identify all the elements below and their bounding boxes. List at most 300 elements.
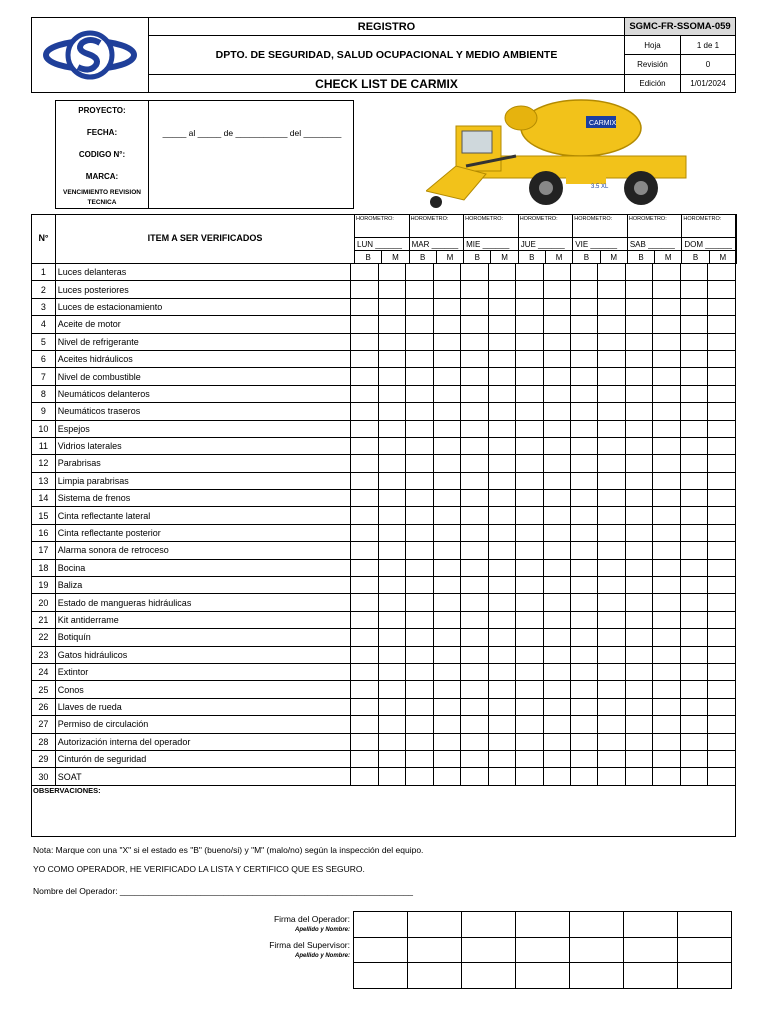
check-cell-m[interactable] [708, 646, 736, 663]
check-cell-m[interactable] [433, 490, 460, 507]
check-cell-m[interactable] [598, 507, 625, 524]
check-cell-b[interactable] [516, 507, 543, 524]
check-cell-b[interactable] [680, 455, 707, 472]
check-cell-m[interactable] [433, 733, 460, 750]
check-cell-m[interactable] [653, 490, 680, 507]
check-cell-m[interactable] [598, 298, 625, 315]
check-cell-b[interactable] [571, 681, 598, 698]
check-cell-b[interactable] [406, 663, 433, 680]
check-cell-m[interactable] [708, 750, 736, 767]
check-cell-b[interactable] [461, 524, 488, 541]
check-cell-m[interactable] [543, 611, 570, 628]
check-cell-m[interactable] [378, 333, 405, 350]
check-cell-b[interactable] [461, 490, 488, 507]
check-cell-b[interactable] [516, 455, 543, 472]
check-cell-m[interactable] [488, 455, 515, 472]
check-cell-m[interactable] [708, 559, 736, 576]
check-cell-b[interactable] [406, 264, 433, 281]
check-cell-b[interactable] [680, 490, 707, 507]
check-cell-b[interactable] [351, 629, 378, 646]
check-cell-m[interactable] [708, 350, 736, 367]
check-cell-m[interactable] [653, 611, 680, 628]
signature-cell[interactable] [678, 912, 732, 938]
check-cell-b[interactable] [625, 350, 652, 367]
check-cell-b[interactable] [680, 577, 707, 594]
check-cell-b[interactable] [625, 594, 652, 611]
check-cell-b[interactable] [351, 472, 378, 489]
check-cell-b[interactable] [351, 350, 378, 367]
check-cell-m[interactable] [598, 577, 625, 594]
check-cell-m[interactable] [433, 716, 460, 733]
check-cell-m[interactable] [378, 716, 405, 733]
check-cell-b[interactable] [461, 350, 488, 367]
fecha-field[interactable]: _____ al _____ de ___________ del ________ [162, 128, 342, 138]
check-cell-b[interactable] [516, 472, 543, 489]
signature-cell[interactable] [570, 937, 624, 963]
check-cell-b[interactable] [680, 316, 707, 333]
check-cell-b[interactable] [625, 316, 652, 333]
check-cell-b[interactable] [351, 298, 378, 315]
check-cell-m[interactable] [598, 646, 625, 663]
check-cell-m[interactable] [653, 646, 680, 663]
check-cell-m[interactable] [708, 298, 736, 315]
check-cell-m[interactable] [708, 733, 736, 750]
check-cell-m[interactable] [653, 629, 680, 646]
check-cell-b[interactable] [571, 455, 598, 472]
check-cell-m[interactable] [488, 437, 515, 454]
check-cell-b[interactable] [680, 385, 707, 402]
check-cell-m[interactable] [433, 420, 460, 437]
check-cell-b[interactable] [351, 333, 378, 350]
check-cell-m[interactable] [708, 507, 736, 524]
check-cell-b[interactable] [571, 490, 598, 507]
check-cell-m[interactable] [598, 542, 625, 559]
check-cell-m[interactable] [543, 507, 570, 524]
check-cell-m[interactable] [378, 472, 405, 489]
signature-cell[interactable] [678, 963, 732, 989]
check-cell-b[interactable] [406, 646, 433, 663]
check-cell-m[interactable] [598, 681, 625, 698]
check-cell-b[interactable] [625, 490, 652, 507]
check-cell-m[interactable] [378, 524, 405, 541]
check-cell-m[interactable] [543, 750, 570, 767]
check-cell-b[interactable] [406, 420, 433, 437]
check-cell-m[interactable] [433, 403, 460, 420]
check-cell-b[interactable] [680, 437, 707, 454]
check-cell-m[interactable] [653, 559, 680, 576]
check-cell-m[interactable] [378, 698, 405, 715]
check-cell-b[interactable] [571, 385, 598, 402]
check-cell-b[interactable] [406, 368, 433, 385]
check-cell-m[interactable] [433, 350, 460, 367]
check-cell-b[interactable] [351, 368, 378, 385]
check-cell-m[interactable] [543, 594, 570, 611]
check-cell-m[interactable] [433, 750, 460, 767]
check-cell-b[interactable] [351, 490, 378, 507]
signature-cell[interactable] [624, 937, 678, 963]
check-cell-b[interactable] [625, 750, 652, 767]
check-cell-b[interactable] [571, 698, 598, 715]
check-cell-b[interactable] [680, 768, 707, 785]
check-cell-b[interactable] [406, 490, 433, 507]
check-cell-b[interactable] [516, 698, 543, 715]
check-cell-m[interactable] [433, 559, 460, 576]
check-cell-b[interactable] [680, 281, 707, 298]
check-cell-m[interactable] [598, 437, 625, 454]
check-cell-b[interactable] [461, 403, 488, 420]
check-cell-m[interactable] [598, 716, 625, 733]
check-cell-m[interactable] [708, 681, 736, 698]
check-cell-b[interactable] [680, 264, 707, 281]
check-cell-m[interactable] [488, 350, 515, 367]
check-cell-m[interactable] [433, 507, 460, 524]
check-cell-m[interactable] [653, 350, 680, 367]
check-cell-b[interactable] [406, 594, 433, 611]
check-cell-b[interactable] [461, 333, 488, 350]
check-cell-m[interactable] [653, 716, 680, 733]
check-cell-b[interactable] [351, 524, 378, 541]
check-cell-m[interactable] [378, 594, 405, 611]
check-cell-m[interactable] [598, 264, 625, 281]
check-cell-b[interactable] [516, 768, 543, 785]
check-cell-b[interactable] [571, 629, 598, 646]
check-cell-b[interactable] [351, 663, 378, 680]
check-cell-m[interactable] [598, 663, 625, 680]
check-cell-b[interactable] [516, 611, 543, 628]
check-cell-m[interactable] [488, 594, 515, 611]
check-cell-b[interactable] [351, 316, 378, 333]
check-cell-m[interactable] [543, 490, 570, 507]
check-cell-b[interactable] [461, 281, 488, 298]
check-cell-m[interactable] [433, 455, 460, 472]
check-cell-b[interactable] [571, 403, 598, 420]
check-cell-m[interactable] [433, 698, 460, 715]
check-cell-b[interactable] [571, 264, 598, 281]
check-cell-b[interactable] [516, 594, 543, 611]
check-cell-b[interactable] [461, 264, 488, 281]
check-cell-b[interactable] [680, 663, 707, 680]
check-cell-b[interactable] [516, 716, 543, 733]
check-cell-b[interactable] [461, 316, 488, 333]
check-cell-b[interactable] [625, 264, 652, 281]
check-cell-b[interactable] [516, 368, 543, 385]
check-cell-m[interactable] [708, 437, 736, 454]
check-cell-m[interactable] [488, 559, 515, 576]
check-cell-b[interactable] [461, 577, 488, 594]
check-cell-b[interactable] [625, 542, 652, 559]
check-cell-m[interactable] [488, 333, 515, 350]
check-cell-m[interactable] [598, 350, 625, 367]
check-cell-m[interactable] [653, 698, 680, 715]
check-cell-b[interactable] [351, 455, 378, 472]
check-cell-b[interactable] [625, 472, 652, 489]
check-cell-m[interactable] [708, 281, 736, 298]
check-cell-b[interactable] [406, 472, 433, 489]
check-cell-b[interactable] [625, 455, 652, 472]
signature-cell[interactable] [516, 937, 570, 963]
check-cell-b[interactable] [516, 750, 543, 767]
check-cell-b[interactable] [516, 577, 543, 594]
check-cell-m[interactable] [543, 420, 570, 437]
check-cell-b[interactable] [406, 298, 433, 315]
check-cell-m[interactable] [598, 733, 625, 750]
check-cell-m[interactable] [433, 594, 460, 611]
nombre-operador-field[interactable]: Nombre del Operador: ______________________________________________________________ [33, 886, 414, 896]
check-cell-m[interactable] [653, 768, 680, 785]
check-cell-b[interactable] [351, 403, 378, 420]
check-cell-b[interactable] [680, 698, 707, 715]
check-cell-m[interactable] [433, 472, 460, 489]
check-cell-m[interactable] [378, 629, 405, 646]
check-cell-m[interactable] [653, 333, 680, 350]
check-cell-b[interactable] [680, 646, 707, 663]
check-cell-b[interactable] [571, 420, 598, 437]
check-cell-m[interactable] [543, 629, 570, 646]
check-cell-m[interactable] [708, 368, 736, 385]
check-cell-b[interactable] [571, 663, 598, 680]
check-cell-b[interactable] [406, 437, 433, 454]
check-cell-b[interactable] [516, 316, 543, 333]
check-cell-m[interactable] [488, 507, 515, 524]
check-cell-m[interactable] [653, 663, 680, 680]
check-cell-m[interactable] [488, 298, 515, 315]
signature-cell[interactable] [354, 912, 408, 938]
check-cell-m[interactable] [708, 768, 736, 785]
check-cell-m[interactable] [653, 507, 680, 524]
check-cell-m[interactable] [543, 663, 570, 680]
check-cell-b[interactable] [351, 577, 378, 594]
check-cell-m[interactable] [653, 385, 680, 402]
check-cell-b[interactable] [461, 385, 488, 402]
check-cell-b[interactable] [516, 333, 543, 350]
check-cell-b[interactable] [625, 716, 652, 733]
check-cell-b[interactable] [461, 437, 488, 454]
check-cell-m[interactable] [653, 298, 680, 315]
check-cell-m[interactable] [488, 646, 515, 663]
check-cell-m[interactable] [488, 611, 515, 628]
check-cell-m[interactable] [708, 333, 736, 350]
check-cell-m[interactable] [488, 385, 515, 402]
check-cell-b[interactable] [680, 629, 707, 646]
check-cell-m[interactable] [433, 368, 460, 385]
check-cell-m[interactable] [543, 733, 570, 750]
check-cell-b[interactable] [461, 750, 488, 767]
check-cell-m[interactable] [488, 663, 515, 680]
check-cell-m[interactable] [598, 316, 625, 333]
check-cell-b[interactable] [680, 350, 707, 367]
check-cell-m[interactable] [378, 316, 405, 333]
check-cell-b[interactable] [406, 385, 433, 402]
check-cell-m[interactable] [598, 385, 625, 402]
check-cell-b[interactable] [351, 594, 378, 611]
check-cell-b[interactable] [351, 750, 378, 767]
check-cell-m[interactable] [598, 403, 625, 420]
check-cell-m[interactable] [598, 420, 625, 437]
check-cell-m[interactable] [598, 490, 625, 507]
check-cell-m[interactable] [653, 316, 680, 333]
check-cell-b[interactable] [406, 559, 433, 576]
check-cell-b[interactable] [461, 542, 488, 559]
check-cell-m[interactable] [543, 698, 570, 715]
check-cell-b[interactable] [406, 750, 433, 767]
check-cell-b[interactable] [625, 333, 652, 350]
check-cell-m[interactable] [488, 629, 515, 646]
check-cell-m[interactable] [598, 629, 625, 646]
check-cell-b[interactable] [625, 403, 652, 420]
check-cell-b[interactable] [406, 733, 433, 750]
check-cell-b[interactable] [461, 698, 488, 715]
check-cell-m[interactable] [488, 768, 515, 785]
check-cell-b[interactable] [680, 611, 707, 628]
signature-cell[interactable] [354, 937, 408, 963]
check-cell-b[interactable] [406, 403, 433, 420]
check-cell-b[interactable] [516, 629, 543, 646]
check-cell-m[interactable] [708, 490, 736, 507]
signature-cell[interactable] [462, 912, 516, 938]
check-cell-m[interactable] [488, 316, 515, 333]
signature-cell[interactable] [408, 912, 462, 938]
check-cell-m[interactable] [488, 368, 515, 385]
check-cell-m[interactable] [488, 264, 515, 281]
check-cell-m[interactable] [598, 750, 625, 767]
check-cell-b[interactable] [571, 316, 598, 333]
check-cell-m[interactable] [433, 316, 460, 333]
check-cell-m[interactable] [433, 524, 460, 541]
check-cell-b[interactable] [625, 559, 652, 576]
check-cell-b[interactable] [680, 524, 707, 541]
check-cell-m[interactable] [653, 455, 680, 472]
check-cell-m[interactable] [708, 316, 736, 333]
check-cell-b[interactable] [516, 542, 543, 559]
check-cell-m[interactable] [543, 298, 570, 315]
check-cell-m[interactable] [708, 542, 736, 559]
check-cell-m[interactable] [653, 281, 680, 298]
check-cell-b[interactable] [461, 559, 488, 576]
check-cell-m[interactable] [708, 577, 736, 594]
check-cell-m[interactable] [488, 472, 515, 489]
check-cell-b[interactable] [680, 472, 707, 489]
check-cell-m[interactable] [598, 559, 625, 576]
check-cell-m[interactable] [598, 524, 625, 541]
check-cell-b[interactable] [516, 264, 543, 281]
observaciones-box[interactable] [31, 785, 736, 837]
check-cell-b[interactable] [571, 524, 598, 541]
check-cell-m[interactable] [598, 611, 625, 628]
check-cell-m[interactable] [378, 542, 405, 559]
check-cell-m[interactable] [598, 472, 625, 489]
check-cell-b[interactable] [351, 507, 378, 524]
check-cell-b[interactable] [461, 420, 488, 437]
check-cell-b[interactable] [351, 611, 378, 628]
check-cell-m[interactable] [543, 559, 570, 576]
check-cell-m[interactable] [708, 611, 736, 628]
check-cell-m[interactable] [378, 507, 405, 524]
check-cell-m[interactable] [543, 716, 570, 733]
check-cell-b[interactable] [461, 611, 488, 628]
check-cell-b[interactable] [351, 420, 378, 437]
check-cell-b[interactable] [680, 420, 707, 437]
check-cell-b[interactable] [571, 472, 598, 489]
signature-cell[interactable] [570, 963, 624, 989]
check-cell-b[interactable] [571, 542, 598, 559]
check-cell-m[interactable] [653, 368, 680, 385]
check-cell-m[interactable] [543, 455, 570, 472]
check-cell-b[interactable] [461, 629, 488, 646]
check-cell-m[interactable] [543, 350, 570, 367]
check-cell-m[interactable] [433, 611, 460, 628]
check-cell-b[interactable] [571, 716, 598, 733]
check-cell-m[interactable] [708, 264, 736, 281]
check-cell-m[interactable] [653, 750, 680, 767]
check-cell-b[interactable] [516, 663, 543, 680]
check-cell-b[interactable] [571, 437, 598, 454]
check-cell-b[interactable] [516, 490, 543, 507]
check-cell-b[interactable] [461, 455, 488, 472]
check-cell-m[interactable] [433, 385, 460, 402]
check-cell-b[interactable] [571, 577, 598, 594]
check-cell-m[interactable] [543, 472, 570, 489]
check-cell-b[interactable] [625, 507, 652, 524]
signature-cell[interactable] [516, 963, 570, 989]
check-cell-b[interactable] [516, 559, 543, 576]
check-cell-m[interactable] [378, 281, 405, 298]
check-cell-b[interactable] [406, 542, 433, 559]
check-cell-b[interactable] [516, 403, 543, 420]
check-cell-m[interactable] [708, 420, 736, 437]
check-cell-b[interactable] [516, 646, 543, 663]
check-cell-m[interactable] [598, 368, 625, 385]
check-cell-m[interactable] [378, 681, 405, 698]
check-cell-m[interactable] [378, 490, 405, 507]
check-cell-m[interactable] [708, 716, 736, 733]
signature-cell[interactable] [624, 912, 678, 938]
check-cell-m[interactable] [653, 681, 680, 698]
check-cell-m[interactable] [708, 663, 736, 680]
check-cell-m[interactable] [488, 403, 515, 420]
check-cell-b[interactable] [680, 403, 707, 420]
check-cell-m[interactable] [598, 594, 625, 611]
check-cell-b[interactable] [461, 298, 488, 315]
check-cell-m[interactable] [378, 350, 405, 367]
check-cell-b[interactable] [625, 611, 652, 628]
check-cell-b[interactable] [406, 577, 433, 594]
check-cell-m[interactable] [543, 768, 570, 785]
check-cell-b[interactable] [406, 768, 433, 785]
check-cell-b[interactable] [461, 663, 488, 680]
check-cell-m[interactable] [378, 611, 405, 628]
check-cell-b[interactable] [625, 524, 652, 541]
check-cell-b[interactable] [461, 472, 488, 489]
check-cell-b[interactable] [351, 698, 378, 715]
check-cell-m[interactable] [708, 455, 736, 472]
check-cell-b[interactable] [625, 577, 652, 594]
check-cell-m[interactable] [433, 577, 460, 594]
check-cell-b[interactable] [351, 646, 378, 663]
check-cell-m[interactable] [708, 403, 736, 420]
check-cell-b[interactable] [406, 611, 433, 628]
check-cell-b[interactable] [351, 768, 378, 785]
check-cell-b[interactable] [406, 629, 433, 646]
check-cell-b[interactable] [625, 281, 652, 298]
check-cell-m[interactable] [598, 333, 625, 350]
check-cell-m[interactable] [653, 403, 680, 420]
check-cell-m[interactable] [488, 281, 515, 298]
check-cell-b[interactable] [406, 524, 433, 541]
check-cell-b[interactable] [625, 768, 652, 785]
check-cell-m[interactable] [653, 577, 680, 594]
check-cell-m[interactable] [378, 455, 405, 472]
check-cell-m[interactable] [488, 577, 515, 594]
